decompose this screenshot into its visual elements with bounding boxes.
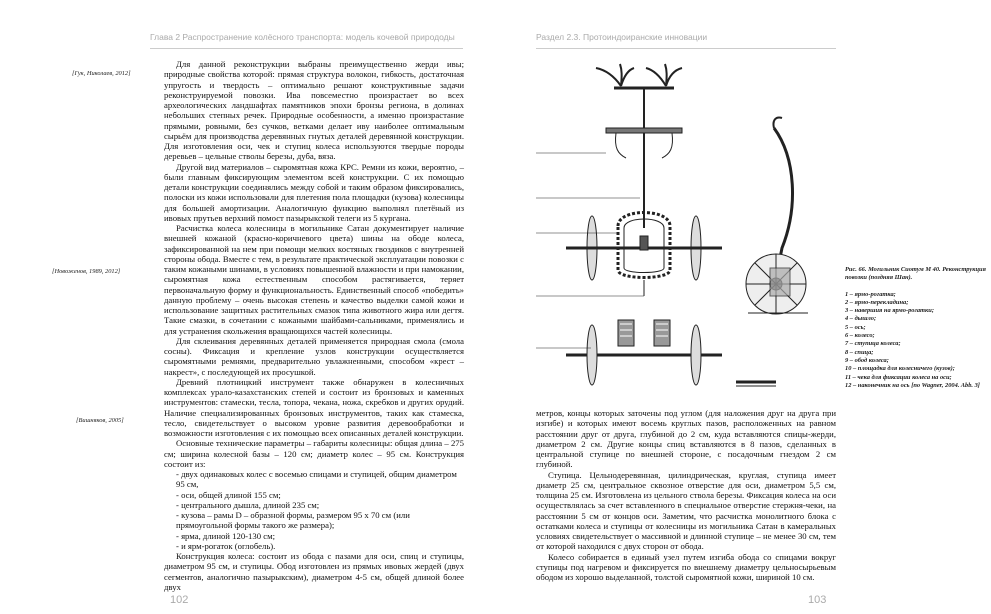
- running-head-left: Глава 2 Распространение колёсного транспорта: модель кочевой природоды: [150, 32, 455, 42]
- list-item: - и ярм-рогаток (оглобель).: [176, 540, 276, 551]
- left-body-text: [164, 59, 464, 592]
- paragraph: Ступица. Цельнодеревянная, цилиндрическая, круглая, ступица имеет диаметр 25 см, центральное сквозное отверстие для оси, диаметром 5,5 см, толщина 25 см. Изготовлена из цельного ствола березы. Фиксация колеса на оси осуществлялась за счет вставленного в специальное отверстие стержня-чеки, на расстоянии 5 см от концов оси. Заметим, что расчистка монолитного блока с остатками колеса и ступицы от колесницы из могильника Сатан в камеральных условиях свидетельствует о массивной и длинной ступице – не менее 30 см, тем от которой находился с двух сторон от обода.: [536, 469, 836, 552]
- paragraph: Конструкция колеса: состоит из обода с пазами для оси, спиц и ступицы, диаметром 95 см, и ступицы. Обод изготовлен из прямых ивовых жердей (двух сегментов, аналогично пазырыкским), диаметром 4-5 см, общей длиной более двух: [164, 551, 464, 592]
- header-rule: [536, 48, 836, 49]
- paragraph: Древний плотницкий инструмент также обнаружен в колесничных комплексах урало-казахстанских степей и состоит из бронзовых и каменных инструментов: стамески, тесла, топора, чекана, ножа, скребков и других орудий. Наличие специализированных бронзовых инструментов, таких как стамеска, тесло, свидетельствует о высоком уровне развития деревообработки и возможности изготовления с их помощью всех описанных деталей конструкции.: [164, 376, 464, 438]
- caption-key-item: 3 – навершия на ярмо-рогатки;: [845, 307, 934, 315]
- paragraph: Другой вид материалов – сыромятная кожа КРС. Ремни из кожи, вероятно, – были главным фиксирующим элементом всей конструкции. С их помощью детали конструкции соединялись между собой и таким образом фиксировались, полоски из кожи использовали для плетения пола площадки (кузова) колесницы для большей амортизации. Аналогичную функцию выполнял плетёный из ивовых прутьев верхний помост пазырыкской телеги из 5 кургана.: [164, 161, 464, 223]
- margin-citation: [Гук, Николаев, 2012]: [72, 70, 131, 77]
- right-page: [496, 0, 991, 614]
- caption-key-item: 12 – наконечник на ось [по Wagner, 2004. Abb. 3]: [845, 381, 980, 389]
- caption-key-item: 4 – дышло;: [845, 315, 877, 323]
- list-item: - центрального дышла, длиной 235 см;: [176, 499, 320, 510]
- caption-key-item: 11 – чека для фиксации колеса на оси;: [845, 373, 952, 381]
- caption-key-item: 1 – ярмо-рогатка;: [845, 290, 896, 298]
- page-number-left: 102: [170, 594, 189, 606]
- paragraph: Для склеивания деревянных деталей применяется природная смола (смола сосны). Фиксация и крепление узлов конструкции осуществляется сыромятными ремнями, предварительно увлажненными, способом «крест – накрест», с последующей их просушкой.: [164, 335, 464, 377]
- caption-key-item: 9 – обод колеса;: [845, 356, 889, 364]
- margin-citation: [Новоженов, 1989, 2012]: [52, 268, 121, 275]
- caption-key-item: 10 – площадка для колесничего (кузов);: [845, 365, 955, 373]
- paragraph: Основные технические параметры – габариты колесницы: общая длина – 275 см; ширина колесной базы – 120 см; диаметр колес – 95 см. Конструкция состоит из:: [164, 438, 464, 469]
- running-head-right: Раздел 2.3. Протоиндоиранские инновации: [536, 32, 708, 42]
- caption-key-item: 5 – ось;: [845, 323, 866, 331]
- right-body-text: [536, 408, 836, 582]
- caption-key-item: 6 – колесо;: [845, 332, 875, 340]
- list-item: - двух одинаковых колес с восемью спицами и ступицей, общим диаметром 95 см,: [176, 469, 457, 490]
- paragraph: Колесо собирается в единый узел путем изгиба обода со спицами вокруг ступицы под нагревом и фиксируется по внешнему диаметру цельносырьевым ободом из хорошо выделанной, толстой сыромятной кожи, шириной 10 см.: [536, 551, 836, 582]
- paragraph: Для данной реконструкции выбраны преимущественно жерди ивы; природные свойства которой: прямая структура волокон, гибкость, достаточная упругость и твердость – оптимально решают конструктивные задачи реконструируемой повозки. Ива повсеместно произрастает во всех археологических ландшафтах памятников эпохи бронзы региона, в долинах небольших степных речек. Природные особенности, а именно произрастание прямыми, ровными, без сучков, ветками делает иву наиболее оптимальным сырьём для производства деревянных гнутых деталей деревянной конструкции. Для изготовления оси, чек и ступиц колеса используются твердые породы деревьев – цельные стволы березы, дуба, вяза.: [164, 59, 464, 162]
- paragraph: метров, концы которых заточены под углом (для наложения друг на друга при изгибе) и которых имеют восемь круглых пазов, расположенных на равном расстоянии друг от друга, глубиной до 2 см, куда вставляются спицы-жерди, диаметром 2 см. Другие концы спиц вставляются в 8 пазов, сделанных в центральной ступице по внешней стороне, с посадочным гнездом 2 см глубиной.: [536, 408, 836, 470]
- figure-caption: [845, 266, 987, 390]
- chariot-reconstruction-figure: [536, 58, 836, 403]
- caption-key-item: 2 – ярмо-перекладина;: [845, 298, 909, 306]
- margin-citation: [Вишняков, 2005]: [76, 417, 124, 424]
- paragraph: Расчистка колеса колесницы в могильнике Сатан документирует наличие внешней кожаной (красно-коричневого цвета) шины на ободе колеса, зафиксированной на нем при помощи мелких костяных гвоздиков с внутренней стороны обода. Вместе с тем, в результате практической эксплуатации повозки с таким кожаными шинами, в условиях повышенной влажности и при намокании, сыромятная кожа естественным способом растягивается, теряет первоначальную форму и функциональность. Единственный способ «победить» данную проблему – очень высокая степень и качество выделки самой кожи и использование защитных растительных смазок типа животного жира или дегтя. Такие смазки, в сочетании с кожаными шайбами-сальниками, применялись и для устранения скольжения вращающихся частей колесницы.: [164, 223, 464, 336]
- list-item: - ярма, длиной 120-130 см;: [176, 530, 276, 541]
- caption-key-item: 8 – спица;: [845, 348, 874, 356]
- caption-key-item: 7 – ступица колеса;: [845, 340, 901, 348]
- page-number-right: 103: [808, 594, 827, 606]
- caption-title: Рис. 66. Могильник Сиотум М 40. Реконструкция повозки (поздняя Шан).: [845, 266, 986, 282]
- left-page: [0, 0, 495, 614]
- list-item: - кузова – рамы D – образной формы, размером 95 х 70 см (или прямоугольной формы такого же размера);: [176, 510, 410, 531]
- header-rule: [150, 48, 463, 49]
- list-item: - оси, общей длиной 155 см;: [176, 489, 281, 500]
